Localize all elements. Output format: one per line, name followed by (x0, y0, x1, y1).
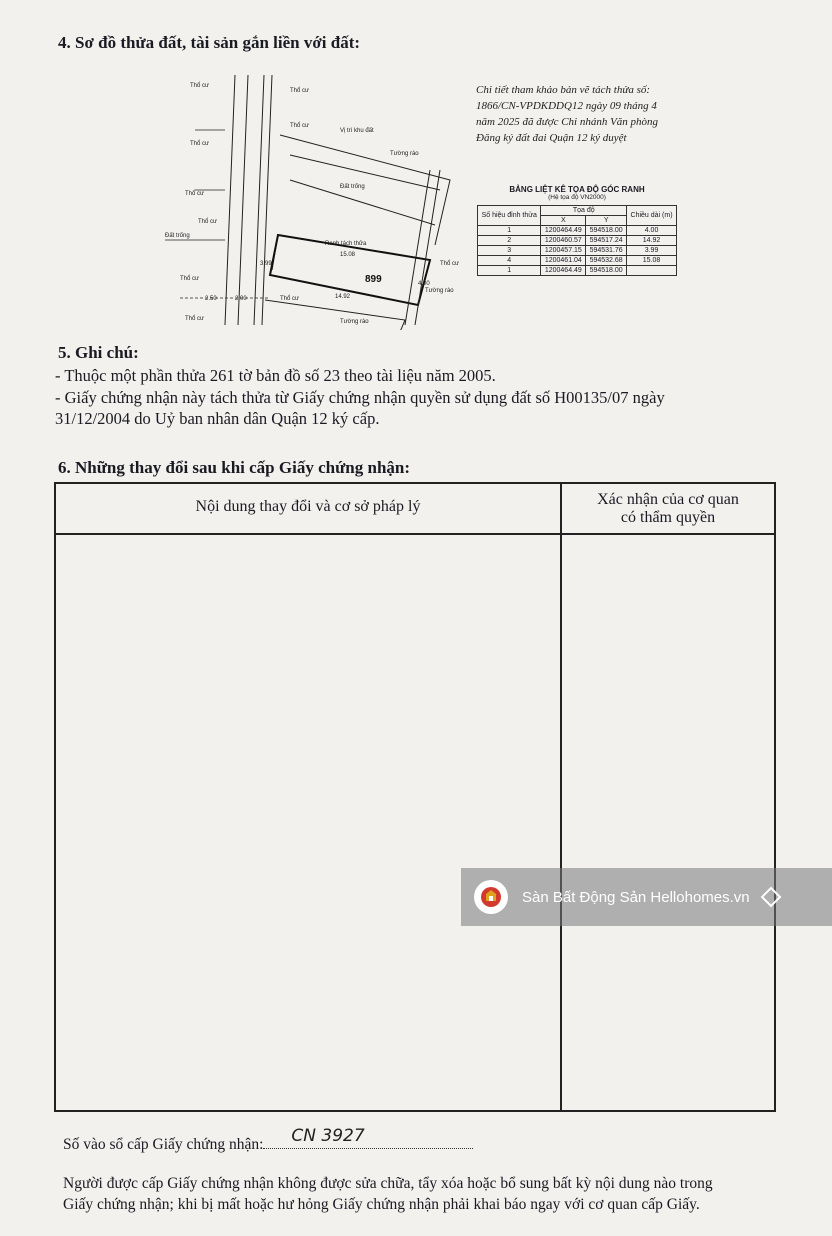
table-row (478, 266, 677, 276)
map-label-len-14-92: 14.92 (335, 294, 351, 300)
watermark-banner (461, 868, 832, 926)
warning-line-2: Giấy chứng nhận; khi bị mất hoặc hư hỏng Giấy chứng nhận phải khai báo ngay với cơ quan cấp Giấy. (63, 1196, 700, 1213)
note-line-3: 31/12/2004 do Uỷ ban nhân dân Quận 12 ký cấp. (55, 409, 380, 428)
diamond-icon (758, 886, 784, 908)
map-note (476, 82, 706, 146)
map-label-dim-a: 2.50 (205, 296, 217, 302)
coord-header-x: X (541, 216, 586, 226)
parcel-map (160, 70, 460, 330)
map-note-line-4: Đăng ký đất đai Quận 12 ký duyệt (476, 132, 627, 144)
cell-x: 1200457.15 (541, 246, 586, 256)
coord-table-title: BẢNG LIỆT KÊ TỌA ĐỘ GÓC RANH (509, 185, 645, 194)
table-row (478, 236, 677, 246)
coord-table-block (477, 185, 677, 276)
map-note-line-2: 1866/CN-VPDKDDQ12 ngày 09 tháng 4 (476, 100, 657, 112)
coord-header-coord: Tọa độ (541, 206, 627, 216)
cell-point: 1 (478, 226, 541, 236)
note-line-2: - Giấy chứng nhận này tách thửa từ Giấy chứng nhận quyền sử dụng đất số H00135/07 ngày (55, 388, 665, 407)
cell-point: 3 (478, 246, 541, 256)
cell-y: 594531.76 (586, 246, 627, 256)
cell-length (627, 266, 677, 276)
map-label-neighbor-2: Thổ cư (290, 88, 310, 94)
warning-line-1: Người được cấp Giấy chứng nhận không được sửa chữa, tẩy xóa hoặc bổ sung bất kỳ nội dung nào trong (63, 1175, 713, 1192)
map-label-wall-1: Tường rào (390, 151, 419, 157)
registration-label: Số vào sổ cấp Giấy chứng nhận: (63, 1136, 264, 1153)
coord-header-point: Số hiệu đỉnh thửa (478, 206, 541, 226)
table-row (478, 246, 677, 256)
cell-point: 1 (478, 266, 541, 276)
map-label-empty-land: Đất trống (340, 184, 365, 190)
map-label-neighbor-10: Thổ cư (440, 261, 460, 267)
cell-point: 2 (478, 236, 541, 246)
map-label-empty-land-left: Đất trống (165, 233, 190, 239)
map-label-location: Vị trí khu đất (340, 128, 374, 134)
cell-x: 1200464.49 (541, 266, 586, 276)
cell-length: 14.92 (627, 236, 677, 246)
cell-length: 3.99 (627, 246, 677, 256)
cell-y: 594518.00 (586, 266, 627, 276)
section6-title: 6. Những thay đổi sau khi cấp Giấy chứng nhận: (58, 458, 411, 477)
note-line-1: - Thuộc một phần thửa 261 tờ bản đồ số 23 theo tài liệu năm 2005. (55, 366, 496, 385)
column-header-content: Nội dung thay đổi và cơ sở pháp lý (195, 498, 421, 515)
map-label-dim-b: 2.00 (235, 296, 247, 302)
coord-header-length: Chiều dài (m) (627, 206, 677, 226)
column-header-confirmation-line-1: Xác nhận của cơ quan (597, 491, 739, 508)
cell-x: 1200461.04 (541, 256, 586, 266)
registration-line (63, 1126, 543, 1155)
registration-number: CN 3927 (291, 1126, 365, 1146)
cell-x: 1200464.49 (541, 226, 586, 236)
map-label-neighbor-6: Thổ cư (198, 219, 218, 225)
map-label-wall-3: Tường rào (425, 288, 454, 294)
cell-y: 594518.00 (586, 226, 627, 236)
table-row (478, 226, 677, 236)
map-note-line-3: năm 2025 đã được Chi nhánh Văn phòng (476, 116, 659, 128)
map-label-len-3-99: 3.99 (260, 261, 272, 267)
section5-title: 5. Ghi chú: (58, 343, 139, 362)
map-label-len-15-08: 15.08 (340, 252, 356, 258)
column-header-confirmation-line-2: có thẩm quyền (620, 509, 716, 526)
parcel-number: 899 (365, 274, 382, 285)
map-label-split-line: Ranh tách thửa (325, 241, 367, 247)
cell-length: 15.08 (627, 256, 677, 266)
cell-y: 594532.68 (586, 256, 627, 266)
coord-header-y: Y (586, 216, 627, 226)
cell-x: 1200460.57 (541, 236, 586, 246)
map-label-neighbor-3: Thổ cư (290, 123, 310, 129)
map-label-neighbor-4: Thổ cư (190, 141, 210, 147)
section4-title: 4. Sơ đồ thửa đất, tài sản gắn liền với đất: (58, 33, 361, 52)
map-note-line-1: Chi tiết tham khảo bản vẽ tách thửa số: (476, 84, 651, 96)
map-label-neighbor-7: Thổ cư (180, 276, 200, 282)
map-label-neighbor-5: Thổ cư (185, 191, 205, 197)
hellohomes-logo-icon (474, 880, 508, 914)
cell-point: 4 (478, 256, 541, 266)
map-label-neighbor-9: Thổ cư (280, 296, 300, 302)
map-label-wall-2: Tường rào (340, 319, 369, 325)
cell-length: 4.00 (627, 226, 677, 236)
column-header-confirmation (562, 491, 774, 527)
coord-table-subtitle: (Hệ tọa độ VN2000) (548, 194, 606, 201)
coord-table (477, 205, 677, 276)
table-row (478, 256, 677, 266)
map-label-len-4-00: 4.00 (418, 281, 430, 287)
changes-table (54, 482, 776, 1112)
watermark-text: Sàn Bất Động Sản Hellohomes.vn (522, 888, 750, 906)
map-label-neighbor-8: Thổ cư (185, 316, 205, 322)
cell-y: 594517.24 (586, 236, 627, 246)
map-label-neighbor-1: Thổ cư (190, 83, 210, 89)
